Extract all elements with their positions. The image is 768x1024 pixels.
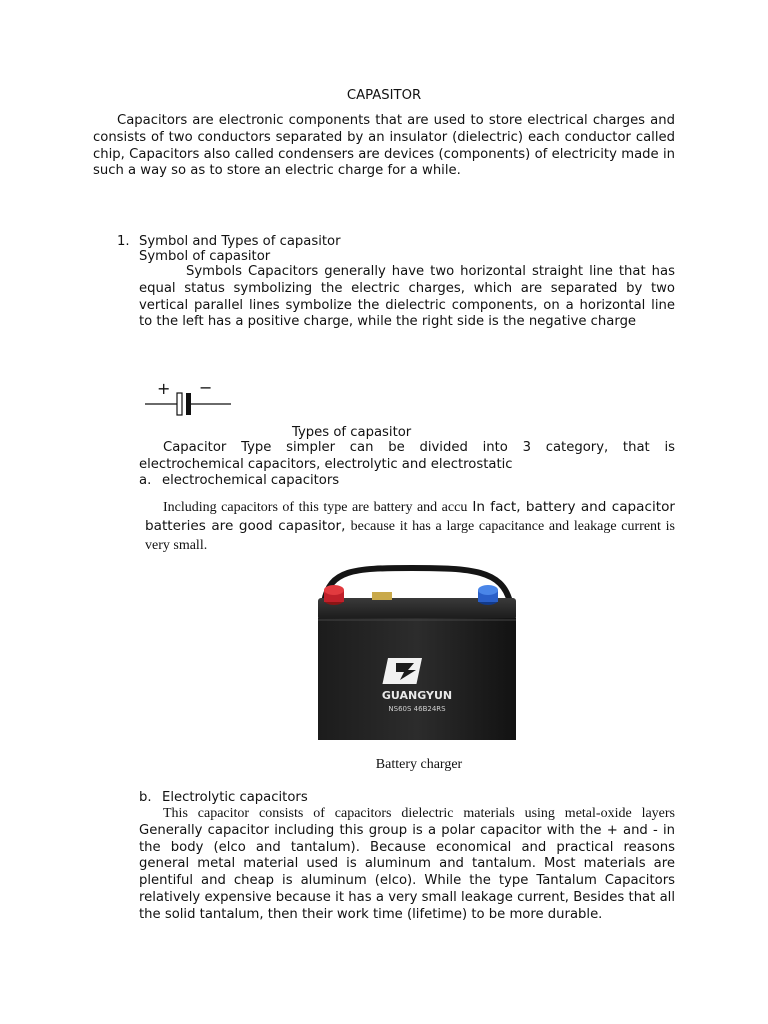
symbol-subheading: Symbol of capasitor — [139, 249, 271, 264]
battery-icon — [312, 562, 522, 744]
section-number: 1. — [117, 234, 130, 249]
item-b-lead: This capacitor consists of capacitors dielectric materials using metal-oxide layers — [163, 806, 675, 821]
minus-sign: − — [199, 378, 213, 397]
item-b-marker: b. — [139, 790, 152, 805]
battery-model: NS60S 46B24RS — [388, 705, 446, 713]
item-b-heading: Electrolytic capacitors — [162, 790, 308, 805]
battery-caption: Battery charger — [375, 757, 463, 772]
item-a-paragraph — [145, 498, 675, 555]
types-paragraph: Capacitor Type simpler can be divided into 3 category, that is electrochemical capacitors, electrolytic and electrostatic — [139, 440, 675, 472]
item-a-text-sans: In fact, battery and capacitor batteries are good capasitor, — [145, 499, 675, 534]
capacitor-symbol — [145, 378, 235, 422]
battery-image — [312, 562, 522, 744]
page-title: CAPASITOR — [346, 88, 422, 103]
types-heading: Types of capasitor — [292, 425, 412, 440]
item-a-marker: a. — [139, 473, 152, 488]
item-b-body: Generally capacitor including this group is a polar capacitor with the + and - in the body (elco and tantalum). Because economical and practical reasons general metal material used is aluminum and tantalum. Most materials are plentiful and cheap is aluminum (elco). While the type Tantalum Capacitors relatively expensive because it has a very small leakage current, Besides that all the solid tantalum, then their work time (lifetime) to be more durable. — [139, 822, 675, 922]
item-a-heading: electrochemical capacitors — [162, 473, 340, 488]
capacitor-symbol-icon — [145, 378, 235, 422]
item-a-text-serif-2: because it has a large capacitance and leakage current is very small. — [145, 519, 675, 553]
battery-brand: GUANGYUN — [381, 689, 453, 702]
symbol-paragraph: Symbols Capacitors generally have two horizontal straight line that has equal status symbolizing the electric charges, which are separated by two vertical parallel lines symbolize the dielectric components, on a horizontal line to the left has a positive charge, while the right side is the negative charge — [139, 264, 675, 330]
plus-sign: + — [157, 379, 171, 398]
item-b-paragraph — [139, 806, 675, 924]
section-heading: Symbol and Types of capasitor — [139, 234, 341, 249]
item-a-text-serif-1: Including capacitors of this type are battery and accu — [163, 500, 468, 515]
intro-paragraph: Capacitors are electronic components that are used to store electrical charges and consists of two conductors separated by an insulator (dielectric) each conductor called chip, Capacitors also called condensers are devices (components) of electricity made in such a way so as to store an electric charge for a while. — [93, 113, 675, 179]
